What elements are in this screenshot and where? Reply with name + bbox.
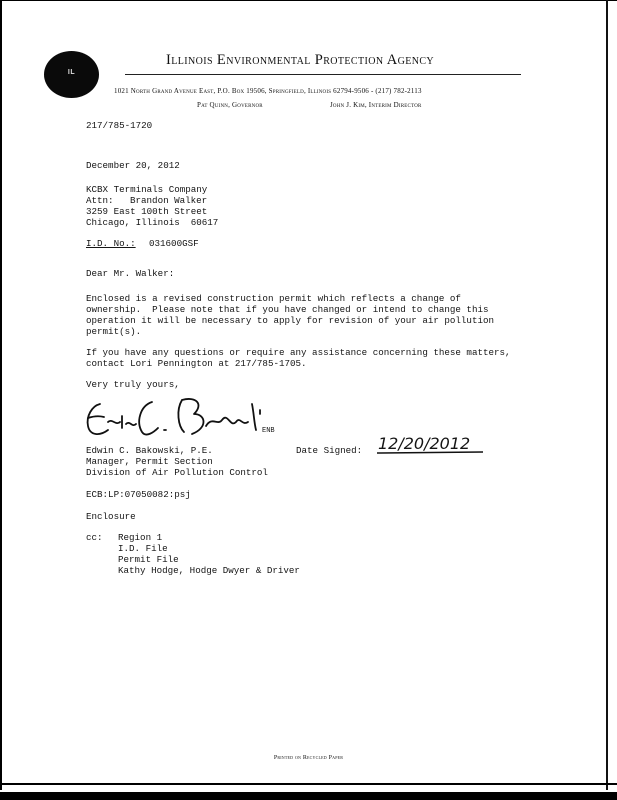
recipient-attn-name: Brandon Walker bbox=[130, 195, 208, 206]
handwritten-signature bbox=[78, 392, 278, 444]
body-paragraph-1-line-1: Enclosed is a revised construction permit which reflects a change of bbox=[86, 293, 461, 304]
recycled-paper-footer: Printed on Recycled Paper bbox=[273, 755, 344, 761]
recipient-street: 3259 East 100th Street bbox=[86, 206, 208, 217]
date-signed-value: 12/20/2012 bbox=[378, 434, 471, 453]
cc-label: cc: bbox=[86, 532, 103, 543]
scan-border-top bbox=[0, 0, 617, 1]
id-number-value: 031600GSF bbox=[149, 238, 199, 249]
scan-border-bottom bbox=[0, 783, 617, 785]
recipient-city: Chicago, Illinois 60617 bbox=[86, 217, 219, 228]
salutation: Dear Mr. Walker: bbox=[86, 268, 175, 279]
recipient-company: KCBX Terminals Company bbox=[86, 184, 208, 195]
reference-initials: ECB:LP:07050082:psj bbox=[86, 489, 191, 500]
cc-item: Region 1 bbox=[118, 532, 163, 543]
body-paragraph-1-line-4: permit(s). bbox=[86, 326, 142, 337]
letter-date: December 20, 2012 bbox=[86, 160, 180, 171]
scan-border-left bbox=[0, 0, 2, 790]
body-paragraph-1-line-2: ownership. Please note that if you have changed or intend to change this bbox=[86, 304, 489, 315]
date-signed-label: Date Signed: bbox=[296, 445, 363, 456]
cc-item: I.D. File bbox=[118, 543, 168, 554]
signature-stroke-c bbox=[139, 402, 158, 435]
closing: Very truly yours, bbox=[86, 379, 180, 390]
signature-stroke-e bbox=[88, 404, 108, 434]
body-paragraph-2-line-2: contact Lori Pennington at 217/785-1705. bbox=[86, 358, 307, 369]
id-number-label: I.D. No.: bbox=[86, 238, 136, 249]
enclosure-note: Enclosure bbox=[86, 511, 136, 522]
signer-division: Division of Air Pollution Control bbox=[86, 467, 268, 478]
signature-initials: ENB bbox=[262, 427, 275, 435]
cc-item: Permit File bbox=[118, 554, 179, 565]
letterhead-rule bbox=[125, 74, 521, 75]
director-line: John J. Kim, Interim Director bbox=[330, 101, 422, 109]
phone-number: 217/785-1720 bbox=[86, 120, 153, 131]
signer-name: Edwin C. Bakowski, P.E. bbox=[86, 445, 213, 456]
body-paragraph-1-line-3: operation it will be necessary to apply for revision of your air pollution bbox=[86, 315, 494, 326]
recipient-attn-label: Attn: bbox=[86, 195, 114, 206]
agency-name: Illinois Environmental Protection Agency bbox=[166, 52, 435, 68]
seal-text: IL bbox=[67, 69, 76, 76]
scan-band bbox=[0, 792, 617, 800]
body-paragraph-2-line-1: If you have any questions or require any assistance concerning these matters, bbox=[86, 347, 511, 358]
date-signed-underline bbox=[375, 432, 487, 456]
state-seal-logo bbox=[44, 51, 99, 98]
signature-stroke-b bbox=[178, 399, 203, 434]
signer-title: Manager, Permit Section bbox=[86, 456, 213, 467]
scan-border-right bbox=[606, 0, 608, 790]
cc-item: Kathy Hodge, Hodge Dwyer & Driver bbox=[118, 565, 300, 576]
agency-address: 1021 North Grand Avenue East, P.O. Box 19506, Springfield, Illinois 62794-9506 - (217) 782-2113 bbox=[114, 87, 422, 95]
governor-line: Pat Quinn, Governor bbox=[197, 101, 263, 109]
